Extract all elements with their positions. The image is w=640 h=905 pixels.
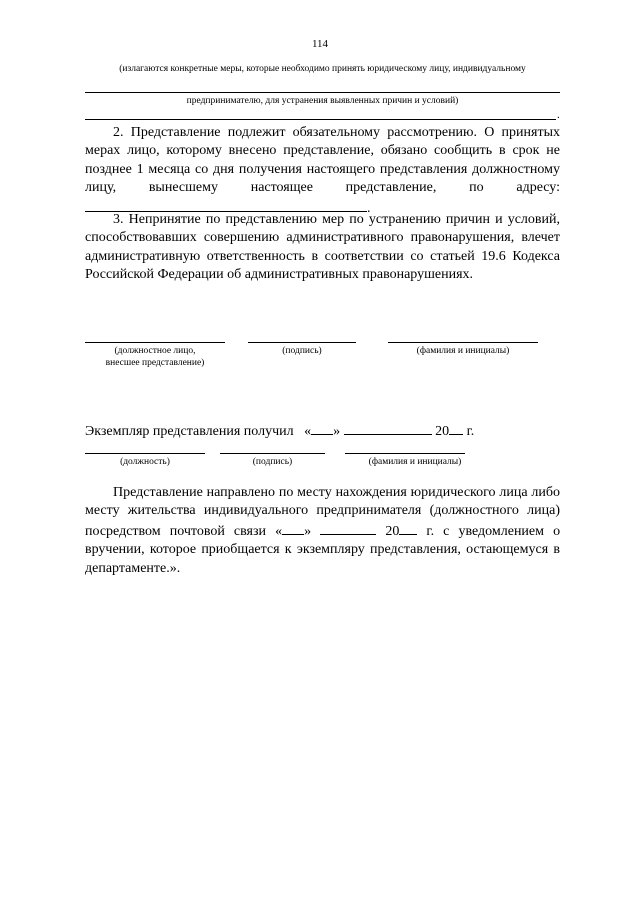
official-caption-line-2: внесшее представление): [105, 358, 205, 368]
paragraph-2-number: 2.: [113, 125, 124, 140]
signature-caption: (подпись): [282, 346, 322, 356]
receipt-day-blank: [311, 421, 333, 435]
name-caption-2: (фамилия и инициалы): [368, 457, 462, 467]
signature-caption-2: (подпись): [252, 457, 293, 467]
note-line-1: (излагаются конкретные меры, которые необходимо принять юридическому лицу, индивидуальному: [119, 64, 526, 74]
official-caption-line-1: (должностное лицо,: [114, 346, 196, 356]
name-signature-line: [388, 342, 538, 343]
paragraph-3-number: 3.: [113, 212, 124, 227]
paragraph-2-end: .: [367, 200, 371, 216]
receipt-year-prefix: 20: [435, 424, 450, 439]
signature-line-2: [220, 453, 325, 454]
position-caption: (должность): [120, 457, 170, 467]
receipt-label: Экземпляр представления получил: [85, 424, 294, 439]
dispatch-day-blank: [282, 521, 304, 535]
receipt-year-blank: [449, 421, 463, 435]
measures-fill-line-1: [85, 92, 560, 93]
dispatch-quote-close: »: [304, 523, 312, 539]
dispatch-text-1: Представление направлено по месту нахождения юридического лица либо месту жительства индивидуального предпринимателя (должностного лица) посредством почтовой связи: [85, 485, 560, 539]
signature-line: [248, 342, 356, 343]
receipt-line: [85, 421, 474, 440]
note-line-2: предпринимателю, для устранения выявленных причин и условий): [186, 96, 459, 106]
name-signature-line-2: [345, 453, 465, 454]
measures-line-end: .: [557, 109, 560, 121]
dispatch-year-prefix: 20: [385, 523, 400, 539]
dispatch-text-2: с уведомлением о вручении, которое приобщается к экземпляру представления, остающемуся в департаменте.».: [85, 523, 561, 576]
dispatch-year-blank: [399, 521, 417, 535]
receipt-year-suffix: г.: [466, 424, 475, 439]
official-caption: [85, 345, 225, 369]
measures-fill-line-2: [85, 119, 556, 120]
receipt-quote-open: «: [304, 424, 312, 439]
position-signature-line: [85, 453, 205, 454]
dispatch-month-blank: [320, 521, 376, 535]
dispatch-quote-open: «: [275, 523, 283, 539]
dispatch-paragraph: [85, 484, 560, 578]
name-caption: (фамилия и инициалы): [416, 346, 510, 356]
official-signature-line: [85, 342, 225, 343]
paragraph-3: [85, 211, 560, 285]
page-number: 114: [311, 38, 329, 50]
paragraph-2: [85, 124, 560, 218]
paragraph-3-text: Непринятие по представлению мер по устранению причин и условий, способствовавших совершению административного правонарушения, влечет административную ответственность в соответствии со статьей 19.6 Кодекса Российской Федерации об административных правонарушениях.: [85, 212, 561, 283]
receipt-quote-close: »: [333, 424, 341, 439]
receipt-month-blank: [344, 421, 432, 435]
address-fill-line: [85, 198, 367, 212]
dispatch-year-suffix: г.: [426, 523, 435, 539]
paragraph-2-text: Представление подлежит обязательному рассмотрению. О принятых мерах лицо, которому внесено представление, обязано сообщить в срок не позднее 1 месяца со дня получения настоящего представления должностному лицу, вынесшему настоящее представление, по адресу:: [85, 125, 560, 196]
